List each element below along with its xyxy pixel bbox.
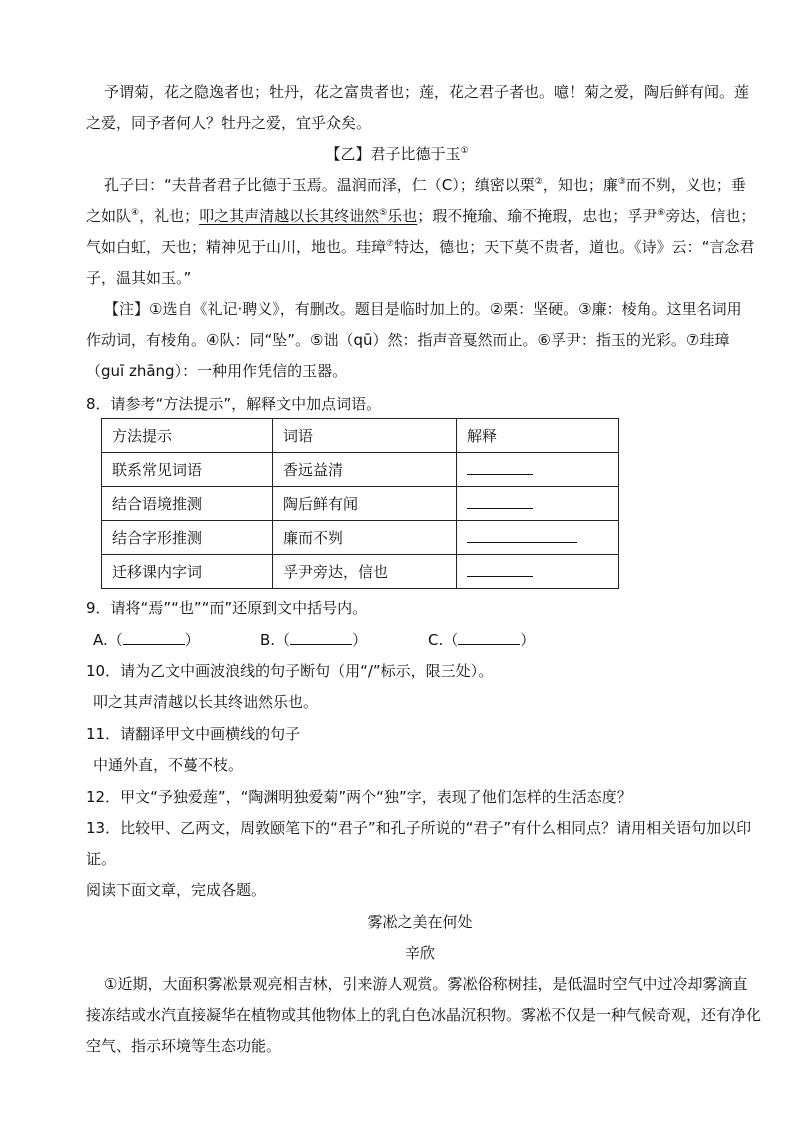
table-cell: 陶后鲜有闻 — [273, 487, 457, 521]
table-cell: 迁移课内字词 — [102, 555, 273, 589]
question-11-sentence: 中通外直，不蔓不枝。 — [93, 756, 244, 774]
table-cell: 廉而不刿 — [273, 521, 457, 555]
underlined-sentence: 叩之其声清越以长其终诎然⑤乐也 — [199, 207, 418, 225]
question-13: 证。 — [86, 850, 117, 868]
answer-cell — [457, 453, 619, 487]
question-13: 13．比较甲、乙两文，周敦颐笔下的“君子”和孔子所说的“君子”有什么相同点？请用相关语句加以印 — [86, 819, 752, 837]
table-cell: 结合语境推测 — [102, 487, 273, 521]
table-cell: 香远益清 — [273, 453, 457, 487]
note-marker: ④ — [131, 208, 140, 218]
passage2-title: 【乙】君子比德于玉① — [325, 145, 469, 163]
table-cell: 孚尹旁达，信也 — [273, 555, 457, 589]
table-cell: 结合字形推测 — [102, 521, 273, 555]
answer-blank[interactable] — [467, 494, 533, 509]
notes-line: （guī zhāng）：一种用作凭信的玉器。 — [86, 362, 348, 380]
option-b: B.（ ） — [260, 631, 368, 649]
option-a: A.（ ） — [93, 631, 200, 649]
table-cell: 联系常见词语 — [102, 453, 273, 487]
passage2-line: 之如队④，礼也；叩之其声清越以长其终诎然⑤乐也；瑕不掩瑜、瑜不掩瑕，忠也；孚尹⑥旁达，信也； — [86, 207, 756, 225]
table-header-cell: 词语 — [273, 419, 457, 453]
article-title: 雾凇之美在何处 — [367, 913, 473, 931]
question-10-sentence: 叩之其声清越以长其终诎然乐也。 — [93, 693, 319, 711]
table-header-cell: 方法提示 — [102, 419, 273, 453]
question-12: 12．甲文“予独爱莲”，“陶渊明独爱菊”两个“独”字，表现了他们怎样的生活态度？ — [86, 788, 632, 806]
note-marker: ② — [534, 177, 543, 187]
answer-cell — [457, 555, 619, 589]
answer-blank[interactable] — [290, 630, 352, 645]
passage2-line: 子，温其如玉。” — [86, 269, 192, 287]
answer-blank[interactable] — [467, 460, 533, 475]
question-8: 8．请参考“方法提示”，解释文中加点词语。 — [86, 395, 382, 413]
question-9: 9．请将“焉”“也”“而”还原到文中括号内。 — [86, 599, 368, 617]
note-marker: ③ — [617, 177, 626, 187]
article-author: 辛欣 — [404, 944, 435, 962]
table-row — [102, 521, 619, 555]
answer-blank[interactable] — [458, 630, 520, 645]
passage2-line: 孔子曰：“夫昔者君子比德于玉焉。温润而泽，仁（C）；缜密以栗②，知也；廉③而不刿，义也；垂 — [104, 176, 746, 194]
notes-line: 【注】①选自《礼记·聘义》，有删改。题目是临时加上的。②栗：坚硬。③廉：棱角。这里名词用 — [104, 300, 742, 318]
article-line: 空气、指示环境等生态功能。 — [86, 1037, 282, 1055]
table-header-cell: 解释 — [457, 419, 619, 453]
answer-cell — [457, 487, 619, 521]
question-10: 10．请为乙文中画波浪线的句子断句（用“/”标示，限三处）。 — [86, 662, 494, 680]
passage1-line: 予谓菊，花之隐逸者也；牡丹，花之富贵者也；莲，花之君子者也。噫！菊之爱，陶后鲜有闻。莲 — [104, 83, 750, 101]
passage2-line: 气如白虹，天也；精神见于山川，地也。珪璋⑦特达，德也；天下莫不贵者，道也。《诗》云：“言念君 — [86, 238, 755, 256]
question-9-options — [93, 630, 535, 650]
table-row — [102, 487, 619, 521]
notes-line: 作动词，有棱角。④队：同“坠”。⑤诎（qū）然：指声音戛然而止。⑥孚尹：指玉的光彩。⑦珪璋 — [86, 331, 730, 349]
article-line: 接冻结或水汽直接凝华在植物或其他物体上的乳白色冰晶沉积物。雾凇不仅是一种气候奇观，还有净化 — [86, 1006, 762, 1024]
answer-blank[interactable] — [467, 528, 577, 543]
methods-table — [101, 418, 619, 589]
question-11: 11．请翻译甲文中画横线的句子 — [86, 725, 301, 743]
table-header-row — [102, 419, 619, 453]
reading-intro: 阅读下面文章，完成各题。 — [86, 881, 267, 899]
passage1-line: 之爱，同予者何人？牡丹之爱，宜乎众矣。 — [86, 114, 372, 132]
note-marker: ⑦ — [386, 239, 395, 249]
answer-blank[interactable] — [467, 562, 533, 577]
table-row — [102, 453, 619, 487]
article-line: ①近期，大面积雾凇景观亮相吉林，引来游人观赏。雾凇俗称树挂，是低温时空气中过冷却雾滴直 — [104, 975, 748, 993]
note-marker: ⑥ — [657, 208, 666, 218]
table-row — [102, 555, 619, 589]
note-marker: ① — [460, 146, 469, 156]
answer-cell — [457, 521, 619, 555]
answer-blank[interactable] — [123, 630, 185, 645]
option-c: C.（ ） — [428, 631, 536, 649]
